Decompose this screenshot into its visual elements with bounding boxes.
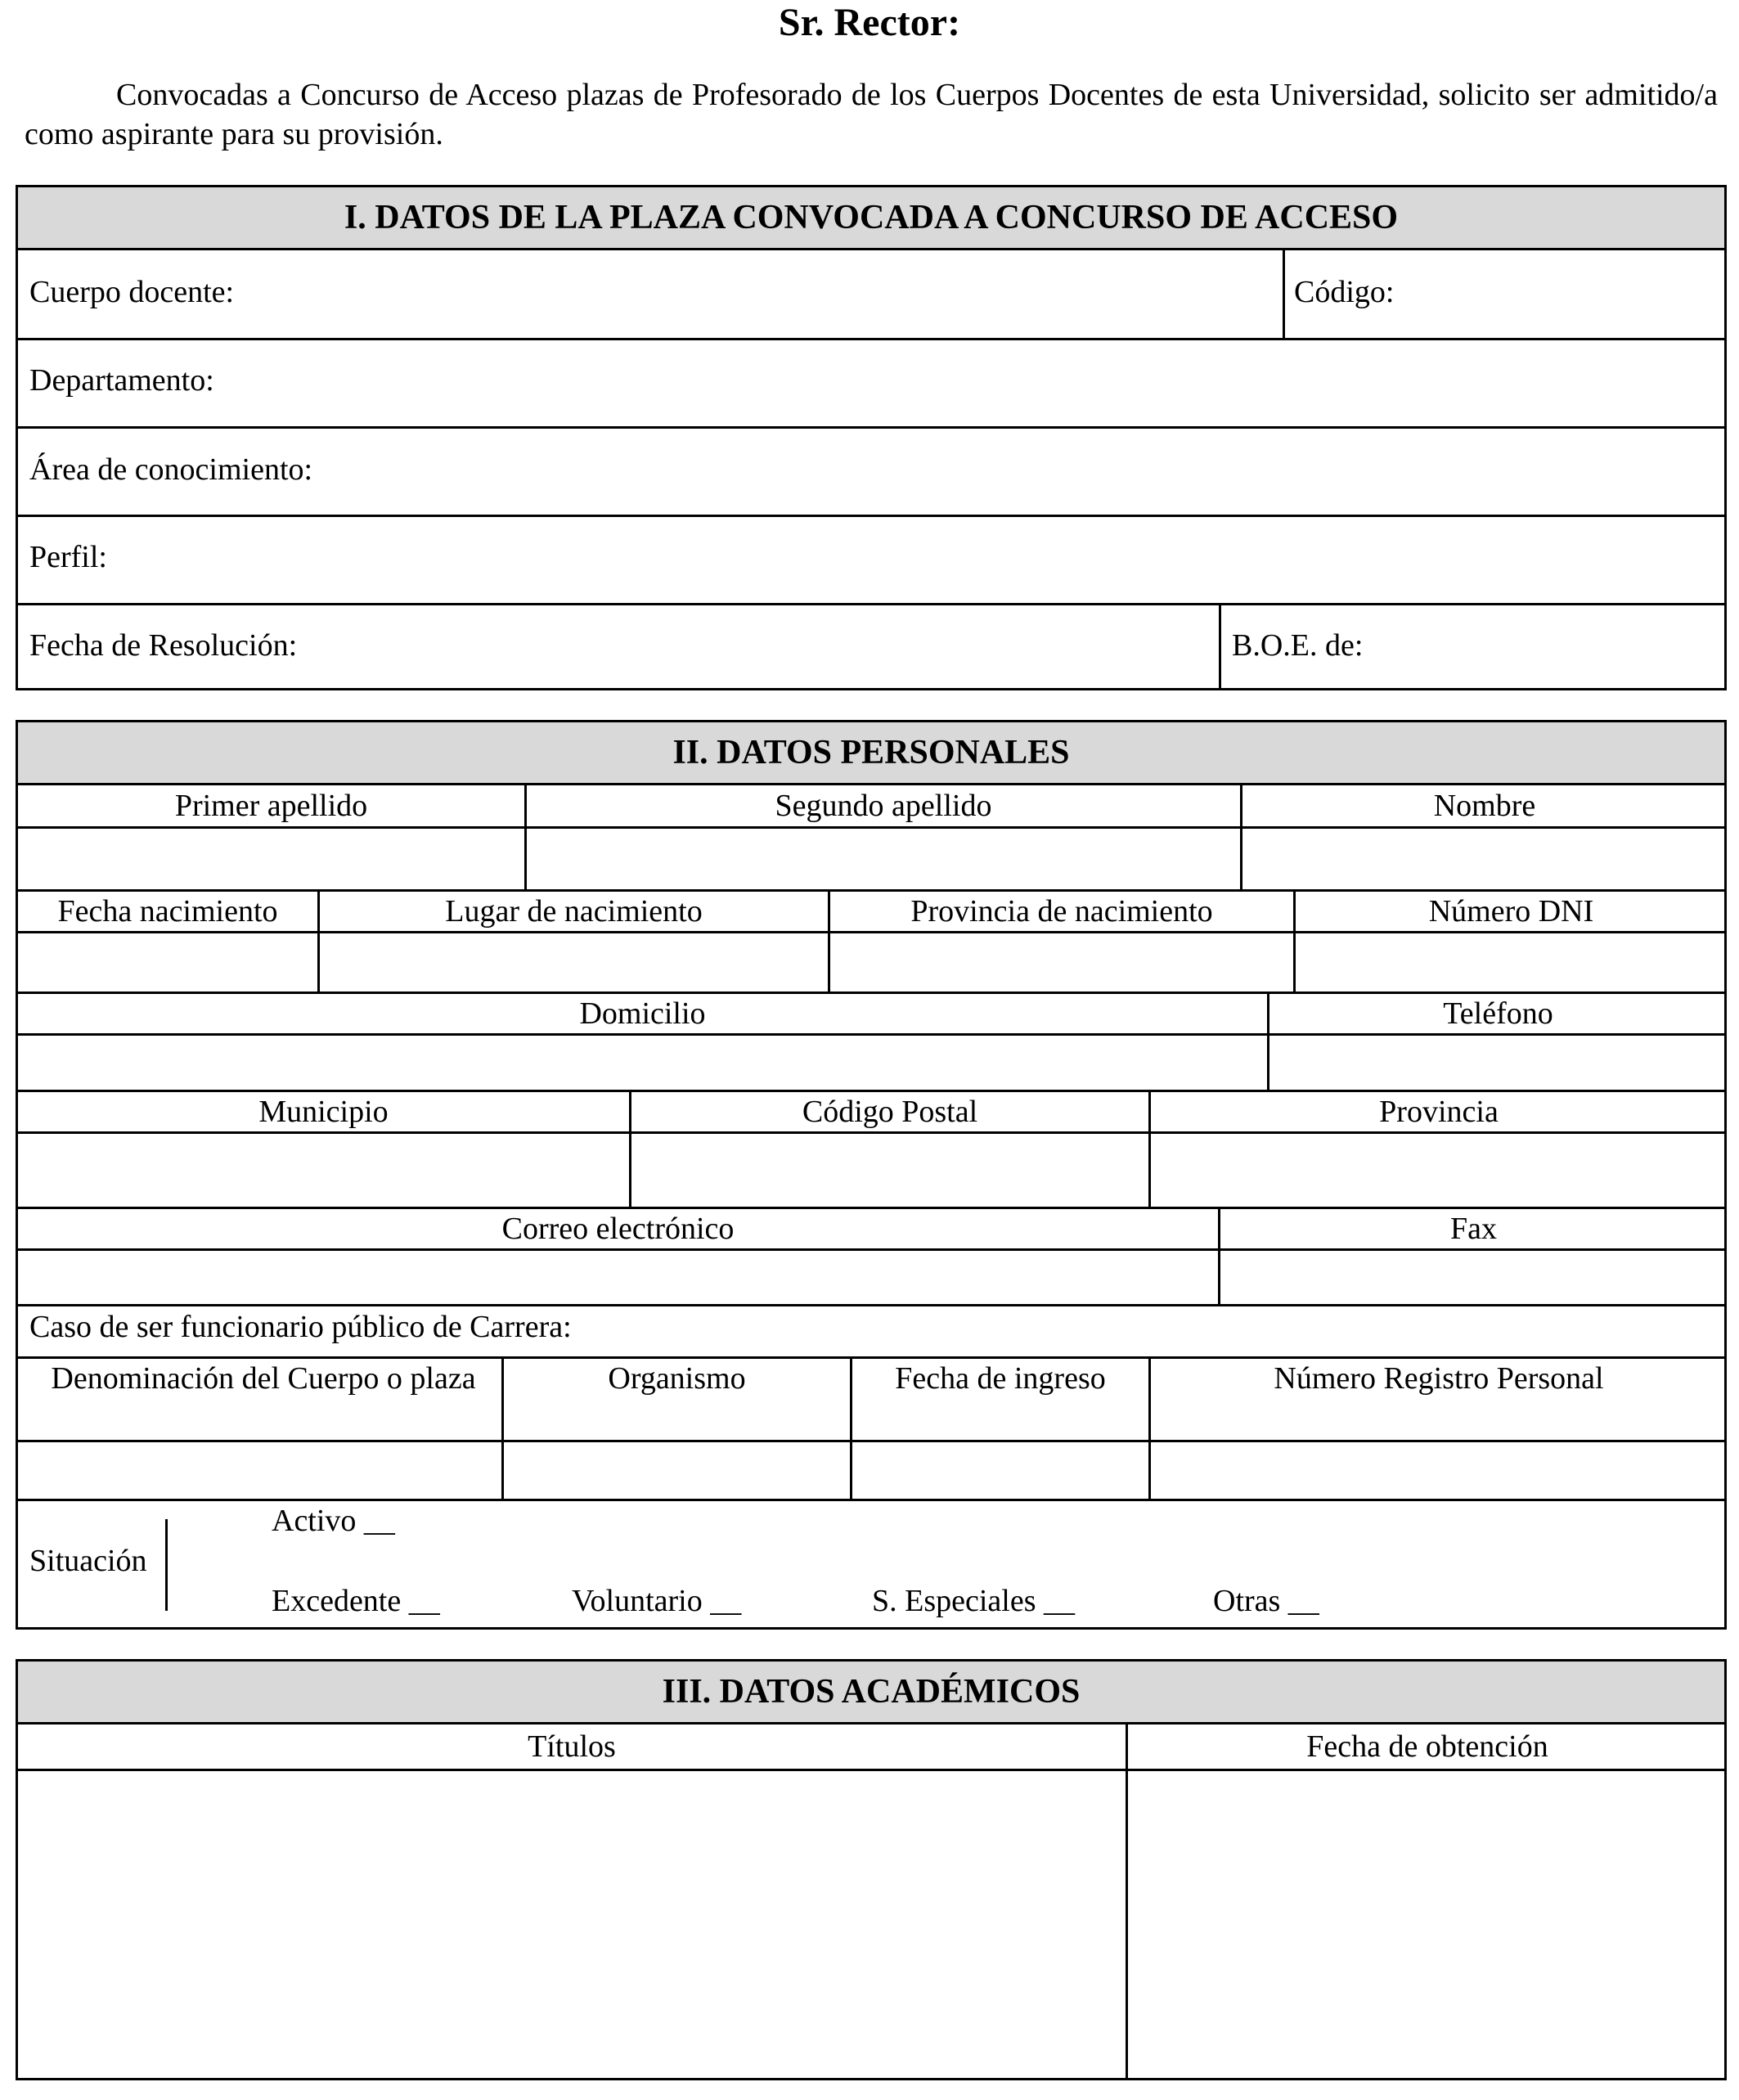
fecha-nacimiento-label: Fecha nacimiento <box>57 894 278 929</box>
section-plaza-heading: I. DATOS DE LA PLAZA CONVOCADA A CONCURSO DE ACCESO <box>18 187 1724 250</box>
section-plaza <box>16 185 1727 690</box>
voluntario-option[interactable]: Voluntario __ <box>572 1584 742 1618</box>
area-conocimiento-label: Área de conocimiento: <box>29 452 313 487</box>
perfil-label: Perfil: <box>29 540 107 574</box>
denominacion-label: Denominación del Cuerpo o plaza <box>51 1361 476 1396</box>
intro-paragraph: Convocadas a Concurso de Acceso plazas de Profesorado de los Cuerpos Docentes de esta Universidad, solicito ser admitido/a como aspirante para su provisión. <box>25 78 1718 151</box>
municipio-field[interactable] <box>18 1134 629 1207</box>
fecha-obtencion-field[interactable] <box>1128 1771 1727 2080</box>
funcionario-label: Caso de ser funcionario público de Carrera: <box>29 1310 572 1344</box>
numero-dni-label: Número DNI <box>1428 894 1594 929</box>
titulos-label: Títulos <box>528 1729 616 1764</box>
otras-option[interactable]: Otras __ <box>1213 1584 1319 1618</box>
fecha-obtencion-label: Fecha de obtención <box>1306 1729 1548 1764</box>
cuerpo-docente-field[interactable] <box>329 253 1278 335</box>
boe-label: B.O.E. de: <box>1232 628 1364 663</box>
perfil-field[interactable] <box>133 518 1719 600</box>
fecha-resolucion-field[interactable] <box>362 606 1212 688</box>
telefono-label: Teléfono <box>1443 996 1553 1031</box>
departamento-field[interactable] <box>263 341 1719 423</box>
section-personales <box>16 720 1727 1630</box>
organismo-field[interactable] <box>504 1442 850 1499</box>
lugar-nacimiento-label: Lugar de nacimiento <box>445 894 703 929</box>
especiales-option[interactable]: S. Especiales __ <box>872 1584 1076 1618</box>
fax-label: Fax <box>1450 1212 1497 1246</box>
titulos-field[interactable] <box>18 1771 1126 2080</box>
correo-field[interactable] <box>18 1251 1218 1304</box>
fax-field[interactable] <box>1220 1251 1727 1304</box>
numero-dni-field[interactable] <box>1296 933 1727 992</box>
lugar-nacimiento-field[interactable] <box>320 933 828 992</box>
activo-option[interactable]: Activo __ <box>272 1504 395 1538</box>
fecha-nacimiento-field[interactable] <box>18 933 317 992</box>
provincia-nacimiento-field[interactable] <box>830 933 1293 992</box>
nombre-label: Nombre <box>1433 789 1536 823</box>
situacion-brace <box>165 1519 168 1611</box>
municipio-label: Municipio <box>258 1095 389 1129</box>
section-academicos-heading: III. DATOS ACADÉMICOS <box>18 1662 1724 1725</box>
situacion-label: Situación <box>29 1544 147 1578</box>
nombre-field[interactable] <box>1242 829 1727 889</box>
segundo-apellido-label: Segundo apellido <box>775 789 992 823</box>
correo-label: Correo electrónico <box>501 1212 735 1246</box>
section-academicos <box>16 1659 1727 2080</box>
fecha-resolucion-label: Fecha de Resolución: <box>29 628 298 663</box>
primer-apellido-field[interactable] <box>18 829 524 889</box>
organismo-label: Organismo <box>608 1361 746 1396</box>
codigo-label: Código: <box>1294 275 1395 309</box>
excedente-option[interactable]: Excedente __ <box>272 1584 440 1618</box>
provincia-field[interactable] <box>1151 1134 1727 1207</box>
domicilio-label: Domicilio <box>579 996 706 1031</box>
primer-apellido-label: Primer apellido <box>174 789 368 823</box>
registro-personal-field[interactable] <box>1151 1442 1727 1499</box>
area-conocimiento-field[interactable] <box>378 429 1719 511</box>
registro-personal-label: Número Registro Personal <box>1274 1361 1604 1396</box>
fecha-ingreso-field[interactable] <box>852 1442 1148 1499</box>
telefono-field[interactable] <box>1269 1036 1727 1090</box>
domicilio-field[interactable] <box>18 1036 1267 1090</box>
fecha-ingreso-label: Fecha de ingreso <box>895 1361 1106 1396</box>
boe-field[interactable] <box>1392 606 1719 688</box>
provincia-nacimiento-label: Provincia de nacimiento <box>910 894 1213 929</box>
section-personales-heading: II. DATOS PERSONALES <box>18 722 1724 785</box>
codigo-postal-label: Código Postal <box>802 1095 978 1129</box>
departamento-label: Departamento: <box>29 363 214 398</box>
denominacion-field[interactable] <box>18 1442 501 1499</box>
cuerpo-docente-label: Cuerpo docente: <box>29 275 235 309</box>
codigo-field[interactable] <box>1425 253 1719 335</box>
provincia-label: Provincia <box>1379 1095 1499 1129</box>
codigo-postal-field[interactable] <box>631 1134 1148 1207</box>
page-title: Sr. Rector: <box>778 1 961 44</box>
segundo-apellido-field[interactable] <box>527 829 1240 889</box>
